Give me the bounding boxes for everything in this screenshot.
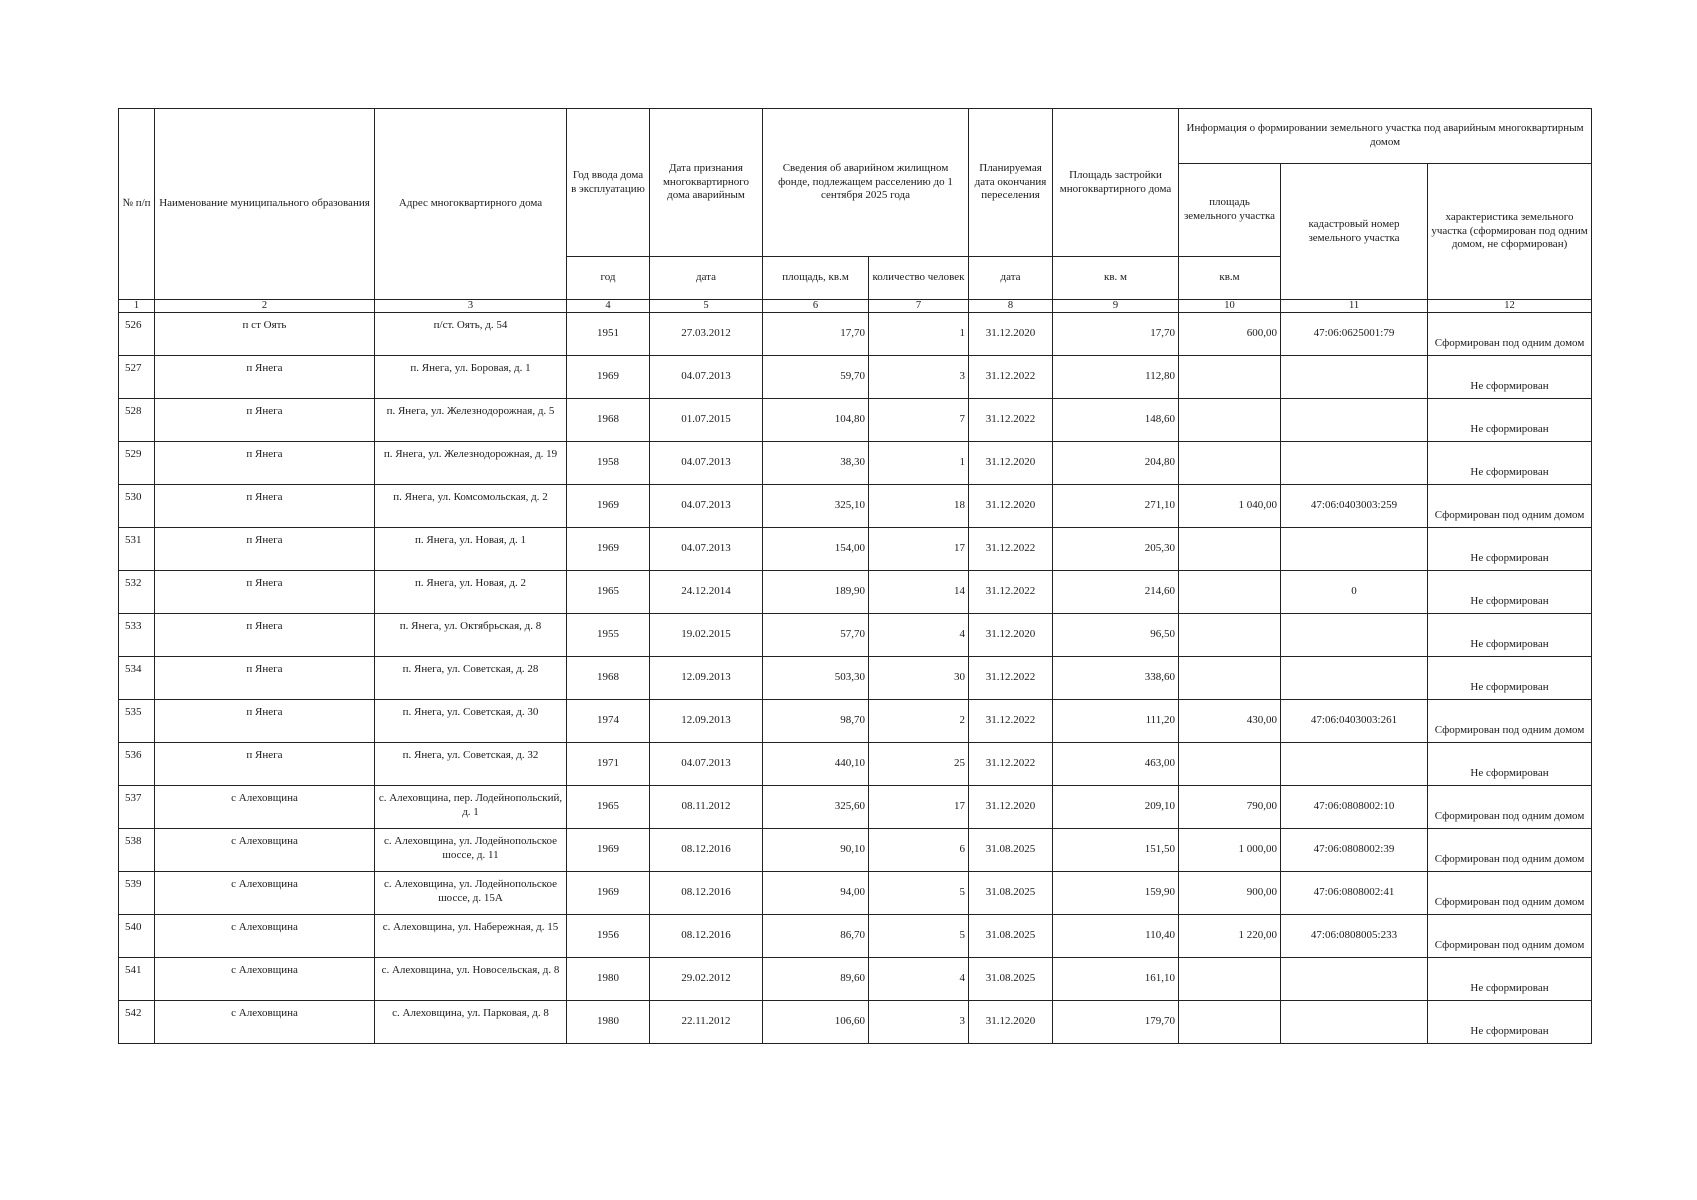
col-number: 8 xyxy=(969,300,1053,313)
date-recognized-cell: 08.12.2016 xyxy=(650,872,763,915)
year-cell: 1969 xyxy=(567,528,650,571)
land-status-cell: Не сформирован xyxy=(1428,1001,1592,1044)
cadastral-number-cell: 47:06:0403003:261 xyxy=(1281,700,1428,743)
municipality-cell: с Алеховщина xyxy=(155,958,375,1001)
document-sheet xyxy=(118,108,1591,1044)
land-status-cell: Сформирован под одним домом xyxy=(1428,829,1592,872)
municipality-cell: п Янега xyxy=(155,442,375,485)
address-cell: п. Янега, ул. Новая, д. 1 xyxy=(375,528,567,571)
built-area-cell: 159,90 xyxy=(1053,872,1179,915)
area-cell: 104,80 xyxy=(763,399,869,442)
planned-date-cell: 31.08.2025 xyxy=(969,829,1053,872)
year-cell: 1955 xyxy=(567,614,650,657)
date-recognized-cell: 08.12.2016 xyxy=(650,915,763,958)
people-count-cell: 7 xyxy=(869,399,969,442)
planned-date-cell: 31.12.2020 xyxy=(969,786,1053,829)
land-status-cell: Сформирован под одним домом xyxy=(1428,700,1592,743)
municipality-cell: п Янега xyxy=(155,743,375,786)
address-cell: п. Янега, ул. Железнодорожная, д. 19 xyxy=(375,442,567,485)
cadastral-number-cell: 47:06:0403003:259 xyxy=(1281,485,1428,528)
land-status-cell: Не сформирован xyxy=(1428,399,1592,442)
year-cell: 1951 xyxy=(567,313,650,356)
people-count-cell: 30 xyxy=(869,657,969,700)
municipality-cell: с Алеховщина xyxy=(155,786,375,829)
land-status-cell: Сформирован под одним домом xyxy=(1428,915,1592,958)
municipality-cell: п Янега xyxy=(155,571,375,614)
table-row xyxy=(119,657,1592,700)
built-area-cell: 111,20 xyxy=(1053,700,1179,743)
area-cell: 86,70 xyxy=(763,915,869,958)
year-cell: 1980 xyxy=(567,958,650,1001)
planned-date-cell: 31.12.2022 xyxy=(969,528,1053,571)
area-cell: 98,70 xyxy=(763,700,869,743)
row-number: 539 xyxy=(119,872,155,915)
year-cell: 1974 xyxy=(567,700,650,743)
land-area-cell: 900,00 xyxy=(1179,872,1281,915)
land-status-cell: Не сформирован xyxy=(1428,743,1592,786)
row-number: 532 xyxy=(119,571,155,614)
address-cell: п. Янега, ул. Железнодорожная, д. 5 xyxy=(375,399,567,442)
land-status-cell: Сформирован под одним домом xyxy=(1428,786,1592,829)
header-planned-date: Планируемая дата окончания переселения xyxy=(969,109,1053,257)
unit-people: количество человек xyxy=(869,257,969,300)
land-status-cell: Не сформирован xyxy=(1428,657,1592,700)
people-count-cell: 4 xyxy=(869,614,969,657)
date-recognized-cell: 04.07.2013 xyxy=(650,356,763,399)
municipality-cell: п Янега xyxy=(155,657,375,700)
unit-sqm2: кв.м xyxy=(1179,257,1281,300)
built-area-cell: 204,80 xyxy=(1053,442,1179,485)
planned-date-cell: 31.08.2025 xyxy=(969,872,1053,915)
col-number: 3 xyxy=(375,300,567,313)
land-status-cell: Не сформирован xyxy=(1428,571,1592,614)
land-area-cell xyxy=(1179,528,1281,571)
date-recognized-cell: 08.11.2012 xyxy=(650,786,763,829)
date-recognized-cell: 27.03.2012 xyxy=(650,313,763,356)
land-status-cell: Сформирован под одним домом xyxy=(1428,485,1592,528)
row-number: 538 xyxy=(119,829,155,872)
people-count-cell: 5 xyxy=(869,872,969,915)
header-land-char: характеристика земельного участка (сформирован под одним домом, не сформирован) xyxy=(1428,164,1592,300)
row-number: 534 xyxy=(119,657,155,700)
built-area-cell: 151,50 xyxy=(1053,829,1179,872)
table-header xyxy=(119,109,1592,313)
built-area-cell: 205,30 xyxy=(1053,528,1179,571)
row-number: 541 xyxy=(119,958,155,1001)
table-row xyxy=(119,399,1592,442)
date-recognized-cell: 04.07.2013 xyxy=(650,442,763,485)
date-recognized-cell: 19.02.2015 xyxy=(650,614,763,657)
built-area-cell: 161,10 xyxy=(1053,958,1179,1001)
cadastral-number-cell xyxy=(1281,614,1428,657)
year-cell: 1958 xyxy=(567,442,650,485)
unit-date: дата xyxy=(650,257,763,300)
cadastral-number-cell xyxy=(1281,442,1428,485)
built-area-cell: 209,10 xyxy=(1053,786,1179,829)
area-cell: 189,90 xyxy=(763,571,869,614)
land-status-cell: Сформирован под одним домом xyxy=(1428,872,1592,915)
land-status-cell: Сформирован под одним домом xyxy=(1428,313,1592,356)
date-recognized-cell: 29.02.2012 xyxy=(650,958,763,1001)
area-cell: 90,10 xyxy=(763,829,869,872)
land-area-cell xyxy=(1179,958,1281,1001)
planned-date-cell: 31.08.2025 xyxy=(969,958,1053,1001)
header-municipality: Наименование муниципального образования xyxy=(155,109,375,300)
planned-date-cell: 31.12.2022 xyxy=(969,743,1053,786)
built-area-cell: 338,60 xyxy=(1053,657,1179,700)
address-cell: п. Янега, ул. Октябрьская, д. 8 xyxy=(375,614,567,657)
planned-date-cell: 31.12.2020 xyxy=(969,1001,1053,1044)
row-number: 527 xyxy=(119,356,155,399)
planned-date-cell: 31.12.2022 xyxy=(969,571,1053,614)
address-cell: п. Янега, ул. Советская, д. 28 xyxy=(375,657,567,700)
cadastral-number-cell: 47:06:0808002:41 xyxy=(1281,872,1428,915)
col-number: 4 xyxy=(567,300,650,313)
area-cell: 17,70 xyxy=(763,313,869,356)
address-cell: п. Янега, ул. Новая, д. 2 xyxy=(375,571,567,614)
table-row xyxy=(119,700,1592,743)
row-number: 542 xyxy=(119,1001,155,1044)
year-cell: 1971 xyxy=(567,743,650,786)
address-cell: п. Янега, ул. Комсомольская, д. 2 xyxy=(375,485,567,528)
row-number: 535 xyxy=(119,700,155,743)
row-number: 540 xyxy=(119,915,155,958)
built-area-cell: 179,70 xyxy=(1053,1001,1179,1044)
built-area-cell: 271,10 xyxy=(1053,485,1179,528)
year-cell: 1980 xyxy=(567,1001,650,1044)
col-number: 5 xyxy=(650,300,763,313)
table-row xyxy=(119,958,1592,1001)
land-area-cell: 600,00 xyxy=(1179,313,1281,356)
people-count-cell: 14 xyxy=(869,571,969,614)
table-row xyxy=(119,571,1592,614)
address-cell: с. Алеховщина, ул. Парковая, д. 8 xyxy=(375,1001,567,1044)
people-count-cell: 1 xyxy=(869,313,969,356)
header-address: Адрес многоквартирного дома xyxy=(375,109,567,300)
table-row xyxy=(119,614,1592,657)
table-row xyxy=(119,743,1592,786)
people-count-cell: 5 xyxy=(869,915,969,958)
row-number: 526 xyxy=(119,313,155,356)
column-numbers-row xyxy=(119,300,1592,313)
col-number: 12 xyxy=(1428,300,1592,313)
people-count-cell: 17 xyxy=(869,786,969,829)
built-area-cell: 148,60 xyxy=(1053,399,1179,442)
date-recognized-cell: 24.12.2014 xyxy=(650,571,763,614)
col-number: 6 xyxy=(763,300,869,313)
header-built-area: Площадь застройки многоквартирного дома xyxy=(1053,109,1179,257)
row-number: 537 xyxy=(119,786,155,829)
year-cell: 1969 xyxy=(567,356,650,399)
people-count-cell: 4 xyxy=(869,958,969,1001)
unit-year: год xyxy=(567,257,650,300)
planned-date-cell: 31.08.2025 xyxy=(969,915,1053,958)
header-date-recognized: Дата признания многоквартирного дома аварийным xyxy=(650,109,763,257)
area-cell: 94,00 xyxy=(763,872,869,915)
built-area-cell: 96,50 xyxy=(1053,614,1179,657)
table-row xyxy=(119,442,1592,485)
built-area-cell: 214,60 xyxy=(1053,571,1179,614)
land-status-cell: Не сформирован xyxy=(1428,614,1592,657)
row-number: 533 xyxy=(119,614,155,657)
date-recognized-cell: 04.07.2013 xyxy=(650,743,763,786)
land-area-cell xyxy=(1179,571,1281,614)
municipality-cell: п Янега xyxy=(155,485,375,528)
unit-area: площадь, кв.м xyxy=(763,257,869,300)
area-cell: 440,10 xyxy=(763,743,869,786)
year-cell: 1965 xyxy=(567,571,650,614)
header-land-area: площадь земельного участка xyxy=(1179,164,1281,257)
land-area-cell xyxy=(1179,356,1281,399)
land-area-cell xyxy=(1179,743,1281,786)
address-cell: с. Алеховщина, ул. Новосельская, д. 8 xyxy=(375,958,567,1001)
planned-date-cell: 31.12.2022 xyxy=(969,700,1053,743)
year-cell: 1956 xyxy=(567,915,650,958)
table-row xyxy=(119,1001,1592,1044)
area-cell: 106,60 xyxy=(763,1001,869,1044)
area-cell: 38,30 xyxy=(763,442,869,485)
row-number: 531 xyxy=(119,528,155,571)
land-status-cell: Не сформирован xyxy=(1428,356,1592,399)
cadastral-number-cell: 47:06:0808005:233 xyxy=(1281,915,1428,958)
built-area-cell: 110,40 xyxy=(1053,915,1179,958)
year-cell: 1968 xyxy=(567,399,650,442)
table-row xyxy=(119,872,1592,915)
people-count-cell: 2 xyxy=(869,700,969,743)
row-number: 529 xyxy=(119,442,155,485)
unit-date2: дата xyxy=(969,257,1053,300)
table-row xyxy=(119,829,1592,872)
area-cell: 89,60 xyxy=(763,958,869,1001)
address-cell: с. Алеховщина, ул. Лодейнопольское шоссе, д. 15А xyxy=(375,872,567,915)
address-cell: п. Янега, ул. Советская, д. 30 xyxy=(375,700,567,743)
year-cell: 1969 xyxy=(567,829,650,872)
land-area-cell: 790,00 xyxy=(1179,786,1281,829)
municipality-cell: п ст Оять xyxy=(155,313,375,356)
header-npp: № п/п xyxy=(119,109,155,300)
cadastral-number-cell: 0 xyxy=(1281,571,1428,614)
municipality-cell: п Янега xyxy=(155,614,375,657)
date-recognized-cell: 04.07.2013 xyxy=(650,485,763,528)
built-area-cell: 463,00 xyxy=(1053,743,1179,786)
area-cell: 59,70 xyxy=(763,356,869,399)
built-area-cell: 17,70 xyxy=(1053,313,1179,356)
people-count-cell: 17 xyxy=(869,528,969,571)
land-area-cell xyxy=(1179,442,1281,485)
land-area-cell xyxy=(1179,399,1281,442)
land-area-cell xyxy=(1179,657,1281,700)
cadastral-number-cell: 47:06:0625001:79 xyxy=(1281,313,1428,356)
municipality-cell: п Янега xyxy=(155,528,375,571)
cadastral-number-cell xyxy=(1281,399,1428,442)
people-count-cell: 25 xyxy=(869,743,969,786)
date-recognized-cell: 08.12.2016 xyxy=(650,829,763,872)
land-status-cell: Не сформирован xyxy=(1428,528,1592,571)
municipality-cell: с Алеховщина xyxy=(155,872,375,915)
address-cell: с. Алеховщина, пер. Лодейнопольский, д. 1 xyxy=(375,786,567,829)
cadastral-number-cell: 47:06:0808002:39 xyxy=(1281,829,1428,872)
table-row xyxy=(119,356,1592,399)
year-cell: 1969 xyxy=(567,872,650,915)
table-body xyxy=(119,313,1592,1044)
land-status-cell: Не сформирован xyxy=(1428,442,1592,485)
date-recognized-cell: 01.07.2015 xyxy=(650,399,763,442)
municipality-cell: с Алеховщина xyxy=(155,915,375,958)
land-area-cell xyxy=(1179,1001,1281,1044)
municipality-cell: п Янега xyxy=(155,399,375,442)
header-year-commissioned: Год ввода дома в эксплуатацию xyxy=(567,109,650,257)
planned-date-cell: 31.12.2020 xyxy=(969,313,1053,356)
address-cell: п. Янега, ул. Советская, д. 32 xyxy=(375,743,567,786)
table-row xyxy=(119,485,1592,528)
planned-date-cell: 31.12.2022 xyxy=(969,356,1053,399)
land-status-cell: Не сформирован xyxy=(1428,958,1592,1001)
col-number: 2 xyxy=(155,300,375,313)
row-number: 528 xyxy=(119,399,155,442)
people-count-cell: 1 xyxy=(869,442,969,485)
col-number: 11 xyxy=(1281,300,1428,313)
cadastral-number-cell xyxy=(1281,1001,1428,1044)
area-cell: 325,10 xyxy=(763,485,869,528)
year-cell: 1965 xyxy=(567,786,650,829)
land-area-cell: 1 040,00 xyxy=(1179,485,1281,528)
col-number: 10 xyxy=(1179,300,1281,313)
area-cell: 57,70 xyxy=(763,614,869,657)
col-number: 7 xyxy=(869,300,969,313)
cadastral-number-cell: 47:06:0808002:10 xyxy=(1281,786,1428,829)
area-cell: 154,00 xyxy=(763,528,869,571)
header-cadastral: кадастровый номер земельного участка xyxy=(1281,164,1428,300)
date-recognized-cell: 04.07.2013 xyxy=(650,528,763,571)
people-count-cell: 3 xyxy=(869,356,969,399)
address-cell: с. Алеховщина, ул. Набережная, д. 15 xyxy=(375,915,567,958)
date-recognized-cell: 12.09.2013 xyxy=(650,657,763,700)
built-area-cell: 112,80 xyxy=(1053,356,1179,399)
land-area-cell: 1 000,00 xyxy=(1179,829,1281,872)
area-cell: 503,30 xyxy=(763,657,869,700)
cadastral-number-cell xyxy=(1281,958,1428,1001)
address-cell: п. Янега, ул. Боровая, д. 1 xyxy=(375,356,567,399)
land-area-cell: 1 220,00 xyxy=(1179,915,1281,958)
col-number: 9 xyxy=(1053,300,1179,313)
table-row xyxy=(119,313,1592,356)
table-row xyxy=(119,786,1592,829)
year-cell: 1969 xyxy=(567,485,650,528)
planned-date-cell: 31.12.2022 xyxy=(969,657,1053,700)
people-count-cell: 18 xyxy=(869,485,969,528)
table-row xyxy=(119,528,1592,571)
municipality-cell: п Янега xyxy=(155,700,375,743)
row-number: 536 xyxy=(119,743,155,786)
table-row xyxy=(119,915,1592,958)
year-cell: 1968 xyxy=(567,657,650,700)
header-emergency-fund: Сведения об аварийном жилищном фонде, подлежащем расселению до 1 сентября 2025 года xyxy=(763,109,969,257)
planned-date-cell: 31.12.2022 xyxy=(969,399,1053,442)
address-cell: с. Алеховщина, ул. Лодейнопольское шоссе, д. 11 xyxy=(375,829,567,872)
col-number: 1 xyxy=(119,300,155,313)
land-area-cell xyxy=(1179,614,1281,657)
people-count-cell: 6 xyxy=(869,829,969,872)
date-recognized-cell: 22.11.2012 xyxy=(650,1001,763,1044)
land-area-cell: 430,00 xyxy=(1179,700,1281,743)
header-land-info: Информация о формировании земельного участка под аварийным многоквартирным домом xyxy=(1179,109,1592,164)
area-cell: 325,60 xyxy=(763,786,869,829)
cadastral-number-cell xyxy=(1281,657,1428,700)
date-recognized-cell: 12.09.2013 xyxy=(650,700,763,743)
cadastral-number-cell xyxy=(1281,356,1428,399)
municipality-cell: с Алеховщина xyxy=(155,829,375,872)
planned-date-cell: 31.12.2020 xyxy=(969,442,1053,485)
cadastral-number-cell xyxy=(1281,743,1428,786)
municipality-cell: п Янега xyxy=(155,356,375,399)
unit-sqm: кв. м xyxy=(1053,257,1179,300)
planned-date-cell: 31.12.2020 xyxy=(969,614,1053,657)
people-count-cell: 3 xyxy=(869,1001,969,1044)
address-cell: п/ст. Оять, д. 54 xyxy=(375,313,567,356)
emergency-housing-table xyxy=(118,108,1592,1044)
row-number: 530 xyxy=(119,485,155,528)
planned-date-cell: 31.12.2020 xyxy=(969,485,1053,528)
cadastral-number-cell xyxy=(1281,528,1428,571)
municipality-cell: с Алеховщина xyxy=(155,1001,375,1044)
